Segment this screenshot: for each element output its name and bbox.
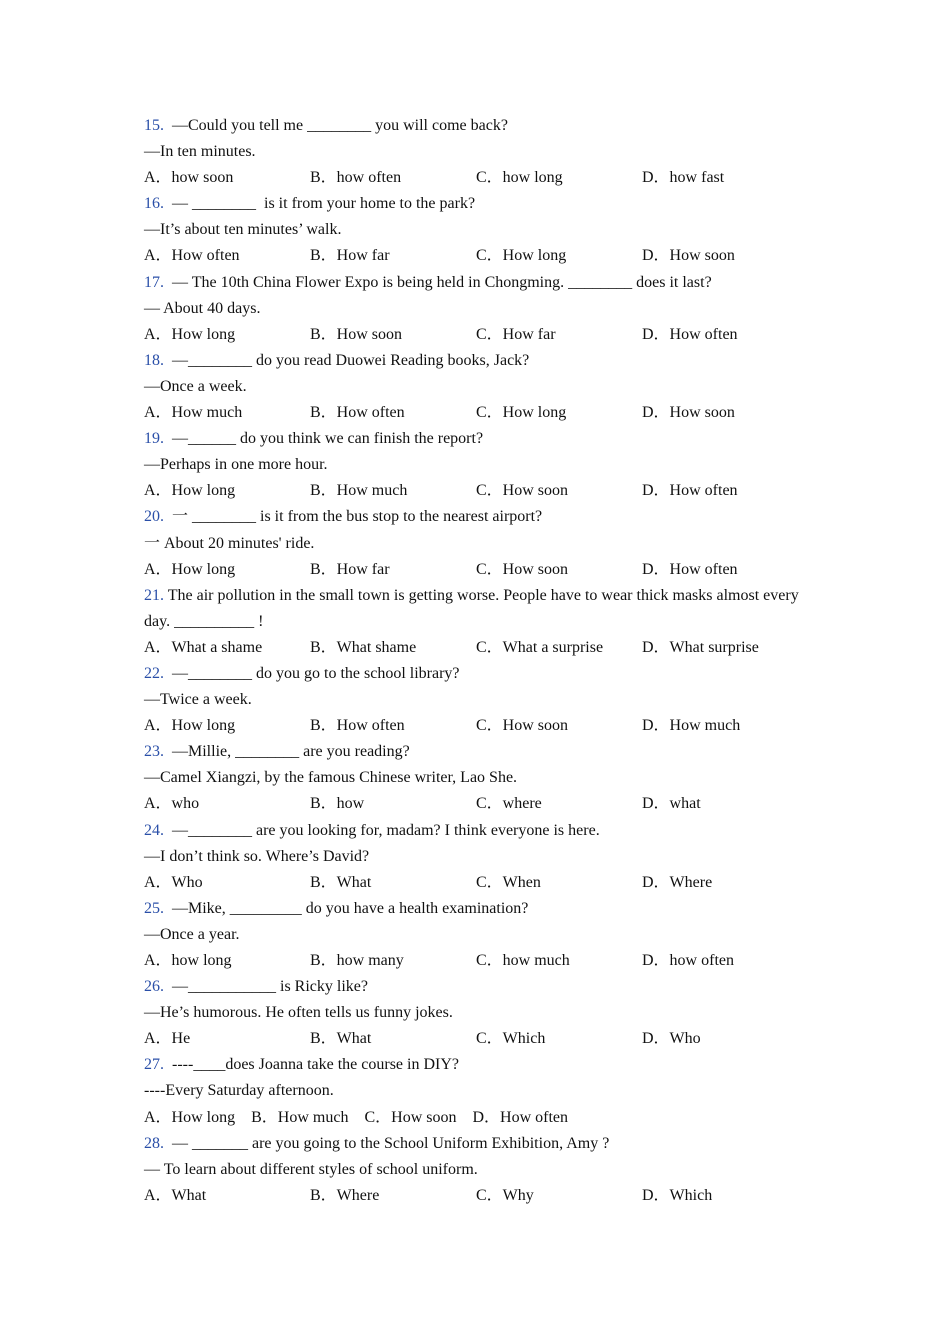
answer-option: B．What (310, 873, 372, 891)
answer-option: A．What (144, 1186, 207, 1204)
question-number: 26. (144, 978, 164, 996)
question-item (144, 896, 824, 974)
answer-options (144, 557, 824, 583)
question-stem (144, 818, 824, 844)
answer-option: B．How much (310, 482, 408, 500)
answer-option: B．how (310, 795, 365, 813)
dialogue-response: — About 40 days. (144, 299, 261, 317)
question-stem (144, 739, 824, 765)
dialogue-response: —I don’t think so. Where’s David? (144, 847, 370, 865)
answer-option: D．How often (642, 325, 738, 343)
answer-option: D．what (642, 795, 701, 813)
answer-option: C．Which (476, 1030, 546, 1048)
question-text: The air pollution in the small town is getting worse. People have to wear thick masks almost every day. __________ ! (144, 586, 799, 630)
question-number: 25. (144, 899, 164, 917)
question-text: ----____does Joanna take the course in DIY? (172, 1056, 460, 1074)
question-item (144, 270, 824, 348)
answer-option: B．how often (310, 169, 402, 187)
question-text: —Mike, _________ do you have a health examination? (172, 899, 529, 917)
question-item (144, 426, 824, 504)
question-stem (144, 113, 824, 139)
answer-options (144, 322, 824, 348)
answer-option: C．How long (476, 404, 567, 422)
answer-options (144, 478, 824, 504)
question-stem (144, 191, 824, 217)
answer-option: D．How often (472, 1108, 569, 1126)
question-text: — The 10th China Flower Expo is being held in Chongming. ________ does it last? (172, 273, 712, 291)
answer-options (144, 1183, 824, 1209)
answer-option: C．where (476, 795, 542, 813)
question-stem (144, 504, 824, 530)
answer-options (144, 948, 824, 974)
answer-option: A．He (144, 1030, 191, 1048)
answer-option: B．How often (310, 404, 405, 422)
question-text: —Millie, ________ are you reading? (172, 743, 410, 761)
answer-option: B．How much (251, 1108, 349, 1126)
answer-option: C．Why (476, 1186, 534, 1204)
question-item (144, 818, 824, 896)
answer-option: C．How soon (476, 717, 569, 735)
answer-option: A．how soon (144, 169, 234, 187)
answer-option: A．how long (144, 952, 232, 969)
dialogue-response: —Once a week. (144, 377, 247, 395)
question-item (144, 1131, 824, 1209)
dialogue-response: —In ten minutes. (144, 143, 256, 161)
answer-option: C．How long (476, 247, 567, 265)
question-stem (144, 348, 824, 374)
answer-option: D．Where (642, 873, 713, 891)
answer-options (144, 791, 824, 817)
answer-option: D．how often (642, 952, 734, 969)
answer-option: A．How long (144, 1108, 236, 1126)
answer-option: D．How often (642, 482, 738, 500)
question-number: 16. (144, 195, 164, 213)
question-number: 15. (144, 117, 164, 134)
answer-option: D．What surprise (642, 638, 759, 656)
answer-option: D．How soon (642, 247, 735, 265)
question-item (144, 583, 824, 661)
dialogue-response: —It’s about ten minutes’ walk. (144, 221, 342, 239)
answer-option: D．Who (642, 1030, 701, 1048)
answer-options (144, 243, 824, 269)
question-stem (144, 1052, 824, 1078)
question-number: 24. (144, 821, 164, 839)
answer-option: B．How often (310, 717, 405, 735)
question-text: —________ do you go to the school library? (172, 664, 460, 682)
answer-option: B．How far (310, 560, 390, 578)
question-item (144, 1052, 824, 1130)
question-number: 19. (144, 430, 164, 448)
question-item (144, 504, 824, 582)
answer-option: C．How far (476, 325, 556, 343)
answer-option: A．How long (144, 482, 236, 500)
question-number: 23. (144, 743, 164, 761)
question-item (144, 661, 824, 739)
question-stem (144, 896, 824, 922)
answer-options (144, 1105, 824, 1131)
dialogue-response: —Once a year. (144, 925, 240, 943)
question-text: —________ do you read Duowei Reading books, Jack? (172, 351, 530, 369)
question-item (144, 974, 824, 1052)
answer-options (144, 165, 824, 191)
answer-option: C．How soon (364, 1108, 457, 1126)
question-item (144, 191, 824, 269)
answer-option: B．What shame (310, 638, 417, 656)
answer-option: B．What (310, 1030, 372, 1048)
question-item (144, 348, 824, 426)
answer-option: A．How long (144, 560, 236, 578)
answer-options (144, 870, 824, 896)
dialogue-response: — To learn about different styles of school uniform. (144, 1160, 478, 1178)
answer-option: A．How often (144, 247, 240, 265)
answer-option: A．How long (144, 717, 236, 735)
question-number: 18. (144, 351, 164, 369)
dialogue-response: —He’s humorous. He often tells us funny jokes. (144, 1004, 453, 1022)
question-text: —Could you tell me ________ you will come back? (172, 117, 508, 134)
answer-options (144, 400, 824, 426)
answer-option: B．How soon (310, 325, 403, 343)
answer-option: B．how many (310, 952, 404, 969)
question-item (144, 739, 824, 817)
answer-option: A．Who (144, 873, 203, 891)
dialogue-response: —Perhaps in one more hour. (144, 456, 328, 474)
answer-option: D．How soon (642, 404, 735, 422)
answer-option: D．Which (642, 1186, 713, 1204)
dialogue-response: ----Every Saturday afternoon. (144, 1082, 334, 1100)
dialogue-response: —Twice a week. (144, 691, 252, 709)
answer-option: C．how much (476, 952, 570, 969)
question-number: 27. (144, 1056, 164, 1074)
question-text: —______ do you think we can finish the report? (172, 430, 484, 448)
question-stem (144, 270, 824, 296)
answer-option: A．who (144, 795, 200, 813)
question-number: 28. (144, 1134, 164, 1152)
question-stem (144, 974, 824, 1000)
question-stem (144, 583, 824, 635)
answer-option: A．How long (144, 325, 236, 343)
question-number: 22. (144, 664, 164, 682)
question-number: 20. (144, 508, 164, 526)
answer-option: B．Where (310, 1186, 380, 1204)
answer-option: B．How far (310, 247, 390, 265)
answer-option: C．How soon (476, 482, 569, 500)
answer-options (144, 1026, 824, 1052)
answer-option: A．What a shame (144, 638, 263, 656)
question-text: —___________ is Ricky like? (172, 978, 368, 996)
answer-option: C．When (476, 873, 541, 891)
answer-option: D．How much (642, 717, 741, 735)
question-text: —________ are you looking for, madam? I think everyone is here. (172, 821, 600, 839)
question-number: 21. (144, 586, 164, 604)
answer-option: C．how long (476, 169, 563, 187)
answer-option: C．What a surprise (476, 638, 604, 656)
answer-options (144, 635, 824, 661)
answer-option: C．How soon (476, 560, 569, 578)
question-text: — _______ are you going to the School Uniform Exhibition, Amy ? (172, 1134, 610, 1152)
answer-option: A．How much (144, 404, 243, 422)
answer-options (144, 713, 824, 739)
question-text: — ________ is it from your home to the park? (172, 195, 476, 213)
answer-option: D．how fast (642, 169, 725, 187)
question-stem (144, 1131, 824, 1157)
question-text: 一 ________ is it from the bus stop to the nearest airport? (172, 508, 543, 526)
dialogue-response: —Camel Xiangzi, by the famous Chinese writer, Lao She. (144, 769, 518, 787)
question-stem (144, 661, 824, 687)
question-list (144, 113, 824, 1209)
question-number: 17. (144, 273, 164, 291)
answer-option: D．How often (642, 560, 738, 578)
dialogue-response: 一 About 20 minutes' ride. (144, 534, 315, 552)
question-item (144, 113, 824, 191)
question-stem (144, 426, 824, 452)
